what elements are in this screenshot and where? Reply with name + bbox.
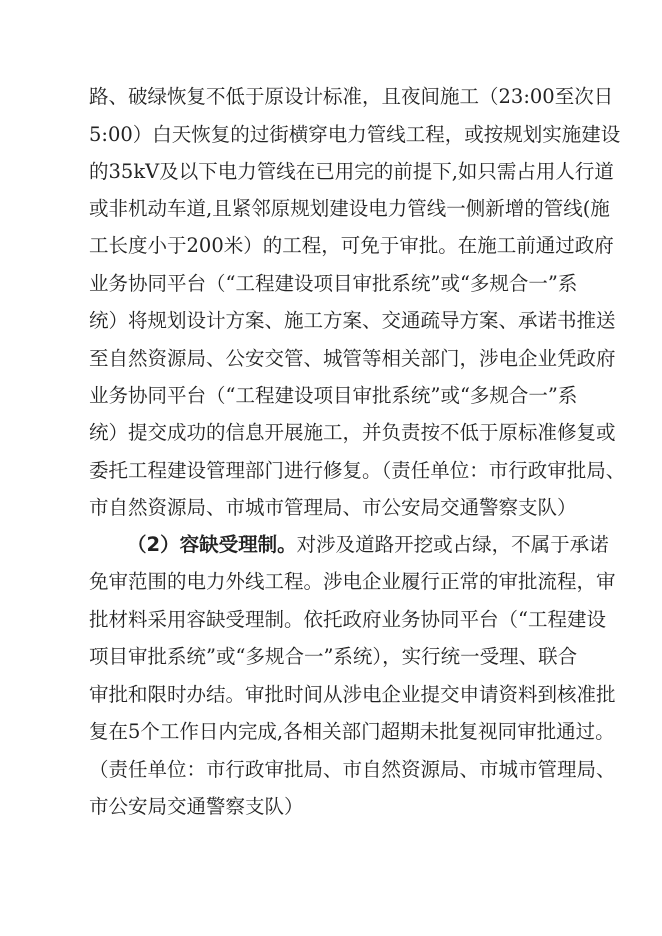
text-line: 审批和限时办结。审批时间从涉电企业提交申请资料到核准批 xyxy=(89,683,616,706)
text-line: 业务协同平台（“工程建设项目审批系统”或“多规合一”系 xyxy=(89,384,578,407)
section-2-text: 对涉及道路开挖或占绿，不属于承诺 xyxy=(296,533,609,556)
text-line: 项目审批系统”或“多规合一”系统），实行统一受理、联合 xyxy=(89,645,578,668)
text-line: 5:00）白天恢复的过街横穿电力管线工程，或按规划实施建设 xyxy=(89,123,621,146)
text-line: （责任单位：市行政审批局、市自然资源局、市城市管理局、 xyxy=(89,758,616,781)
text-line: 委托工程建设管理部门进行修复。（责任单位：市行政审批局、 xyxy=(89,459,626,482)
section-2-first-line xyxy=(127,531,609,559)
text-line: 市自然资源局、市城市管理局、市公安局交通警察支队） xyxy=(89,496,577,519)
text-line: 批材料采用容缺受理制。依托政府业务协同平台（“工程建设 xyxy=(89,608,606,631)
text-line: 统）提交成功的信息开展施工，并负责按不低于原标准修复或 xyxy=(89,421,616,444)
text-line: 工长度小于200米）的工程，可免于审批。在施工前通过政府 xyxy=(89,234,614,257)
text-line: 或非机动车道,且紧邻原规划建设电力管线一侧新增的管线(施 xyxy=(89,197,610,220)
text-line: 复在5个工作日内完成,各相关部门超期未批复视同审批通过。 xyxy=(89,720,615,743)
text-line: 统）将规划设计方案、施工方案、交通疏导方案、承诺书推送 xyxy=(89,309,616,332)
text-line: 至自然资源局、公安交管、城管等相关部门，涉电企业凭政府 xyxy=(89,347,616,370)
text-line: 市公安局交通警察支队） xyxy=(89,795,304,818)
text-line: 的35kV及以下电力管线在已用完的前提下,如只需占用人行道 xyxy=(89,160,614,183)
text-line: 免审范围的电力外线工程。涉电企业履行正常的审批流程，审 xyxy=(89,570,616,593)
text-line: 业务协同平台（“工程建设项目审批系统”或“多规合一”系 xyxy=(89,272,578,295)
section-2-title: （2）容缺受理制。 xyxy=(127,533,297,556)
text-line: 路、破绿恢复不低于原设计标准，且夜间施工（23:00至次日 xyxy=(89,85,614,108)
